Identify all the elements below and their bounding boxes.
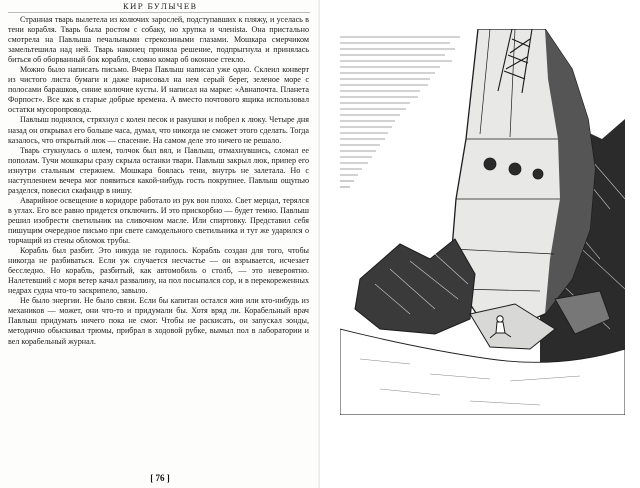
header-rule bbox=[8, 12, 310, 13]
paragraph: Можно было написать письмо. Вчера Павлыш написал уже одно. Склеил конверт из чистого листа бумаги и даже нарисовал на нем серый берег, зеленое море с полосами барашков, синие колючие кусты. И написал на марке: «Авнапочта. Планета Форпост». Все как в старые добрые времена. А вместо почтового ящика использовал остатки мусоропровода. bbox=[8, 65, 309, 115]
paragraph: Корабль был разбит. Это никуда не годилось. Корабль создан для того, чтобы никогда не разбиваться. Если уж случается несчастье — он взрывается, исчезает бесследно. Но корабль, разбитый, как автомобиль о столб, — это невероятно. Налетевший с моря ветер качал развалину, на пол посыпался сор, и в перекореженных недрах судна что-то заскрипело, завыло. bbox=[8, 246, 309, 296]
illustration-crashed-ship bbox=[340, 29, 625, 415]
paragraph: Не было энергии. Не было связи. Если бы капитан остался жив или кто-нибудь из механиков — может, они что-то и придумали бы. Хотя вряд ли. Корабельный врач Павлыш придумать ничего пока не смог. Чтобы не раскисать, он запускал зонды, методично обыскивал трюмы, прибрал в ходовой рубке, вымыл пол в лаборатории и вел корабельный журнал. bbox=[8, 296, 309, 346]
paragraph: Тварь стукнулась о шлем, толчок был вял, и Павлыш, отмахнувшись, сломал ее пополам. Тучи мошкары сразу скрыла останки твари. Павлыш закрыл люк, припер его изнутри стальным стержнем. Мошкара боялась тени, внутрь не залетала. Но с наступлением вечера мог появиться какой-нибудь гость покрупнее. Павлыш ощупью разделся, повесил скафандр в нишу. bbox=[8, 145, 309, 195]
paragraph: Аварийное освещение в коридоре работало из рук вон плохо. Свет мерцал, терялся в углах. Его все равно придется отключить. И это прискорбно — будет темно. Павлыш решил изобрести светильник на сливочном масле. Или спиртовку. Представил себя пишущим очередное письмо при свете самодельного светильника и тут же ударился о торчащий из стены обломок трубы. bbox=[8, 195, 309, 246]
body-text bbox=[8, 15, 309, 347]
running-head: КИР БУЛЫЧЕВ bbox=[122, 2, 198, 11]
paragraph: Павлыш поднялся, стряхнул с колен песок и ракушки и побрел к люку. Четыре дня назад он открывал его больше часа, думал, что никогда не сможет этого сделать. Тогда казалось, что открытый люк — спасение. На самом деле это ничего не решало. bbox=[8, 115, 309, 145]
paragraph: Странная тварь вылетела из колючих зарослей, подступавших к пляжу, и уселась в тени корабля. Тварь была ростом с собаку, но хрупка и членista. Она пристально смотрела на Павлыша печальными стрекозиными глазами. Мошкара смерчиком замельтешила над ней. Тварь наконец приняла решение, подпрыгнула и принялась биться об оборванный бок корабля, словно комар об оконное стекло. bbox=[8, 15, 309, 65]
page-number: [ 76 ] bbox=[150, 473, 170, 483]
